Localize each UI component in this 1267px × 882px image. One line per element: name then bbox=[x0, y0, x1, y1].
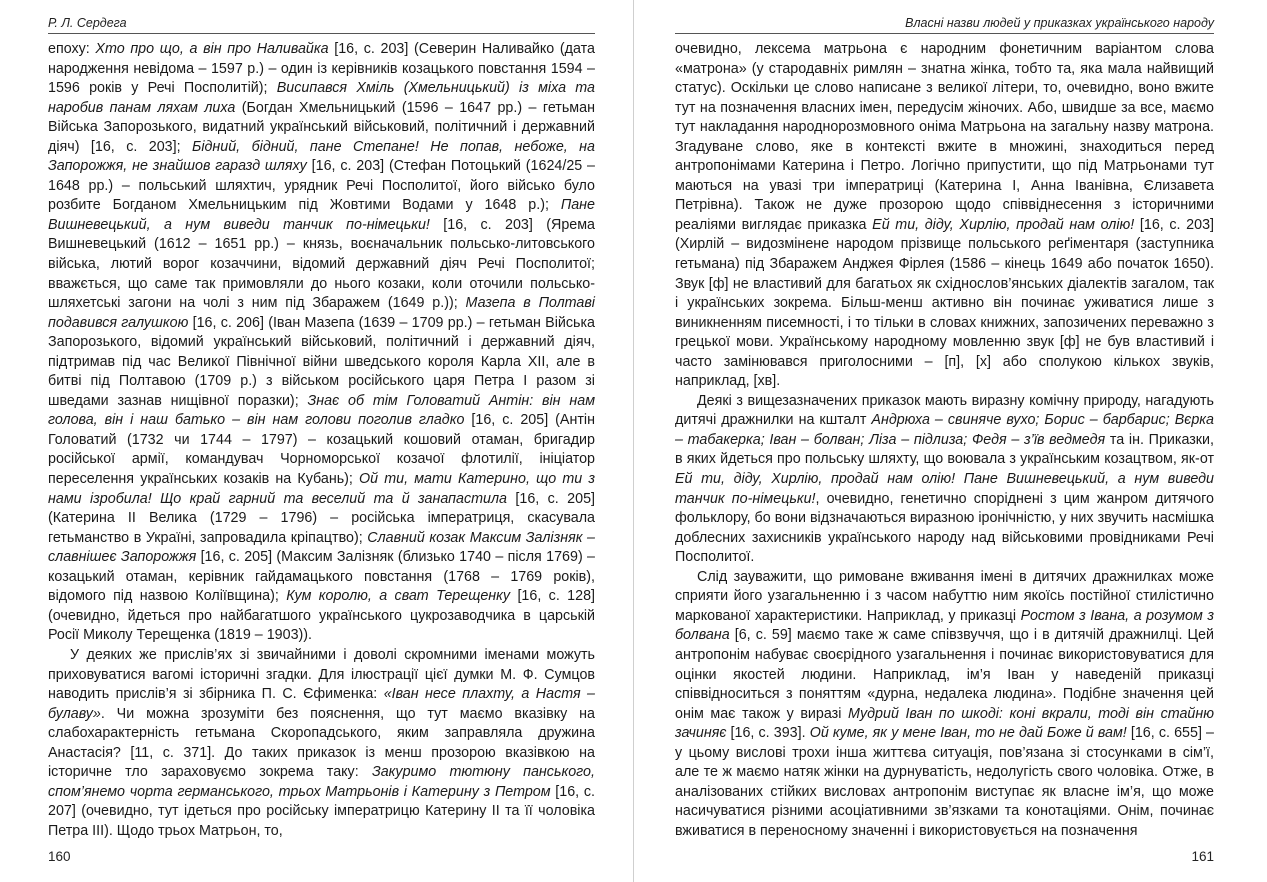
quoted-proverb: Кум королю, а сват Терещенку bbox=[286, 588, 511, 605]
paragraph bbox=[675, 40, 1214, 392]
quoted-proverb: Хто про що, а він про Наливайка bbox=[95, 41, 329, 57]
quoted-proverb: Ой ти, мати Катерино, що ти з нами ізробила! Що край гарний та веселий та й занапастила bbox=[48, 471, 595, 507]
text-run: та ін. Приказки, в яких йдеться про польську шляхту, що воювала з українським козацтвом, як-от bbox=[675, 431, 1215, 468]
left-page bbox=[0, 0, 633, 882]
paragraph bbox=[675, 392, 1214, 568]
text-run: [16, с. 203] (Северин Наливайко (дата народження невідома – 1597 р.) – один із керівників козацького повстання 1594 – 1596 років у Речі Посполитій); bbox=[48, 41, 595, 97]
quoted-proverb: Ой куме, як у мене Іван, то не дай Боже й вам! bbox=[809, 725, 1127, 742]
quoted-proverb: Ростом з Івана, а розумом з болвана bbox=[675, 607, 1214, 644]
text-run: [16, с. 205] (Катерина II Велика (1729 – 1796) – російська імператриця, скасувала гетьманство в Україні, запровадила кріпацтво); bbox=[48, 490, 595, 546]
running-title: Власні назви людей у приказках українського народу bbox=[905, 16, 1214, 30]
quoted-proverb: Закуримо тютюну панського, спом’янемо чорта германського, трьох Матрьонів і Катерину з Петром bbox=[48, 764, 595, 800]
quoted-proverb: Ей ти, діду, Хирлію, продай нам олію! Пане Вишневецький, а нум виведи танчик по-німецьки! bbox=[675, 471, 1214, 507]
page-header bbox=[675, 0, 1214, 34]
page-number: 161 bbox=[1191, 849, 1214, 864]
text-run: [16, с. 206] (Іван Мазепа (1639 – 1709 рр.) – гетьман Війська Запорозького, відомий український військовий, політичний і державний діяч, підтримав під час Великої Північної війни шведського короля Карла XII, але в битві під Полтавою (1709 р.) з військом російського царя Петра I разом зі шведами зазнав нищівної поразки); bbox=[48, 314, 595, 409]
text-run: [16, с. 205] (Максим Залізняк (близько 1740 – після 1769) – козацький отаман, керівник гайдамацького повстання (1768 – 1769 років), відомого під назвою Коліївщина); bbox=[48, 549, 596, 605]
page-header bbox=[48, 0, 595, 34]
quoted-proverb: Висипався Хміль (Хмельницький) із міха та наробив панам ляхам лиха bbox=[48, 80, 595, 116]
text-run: [16, с. 203] (Стефан Потоцький (1624/25 – 1648 рр.) – польський шляхтич, урядник Речі Посполитої, його військо було розбите Богданом Хмельницьким під Жовтими Водами у 1648 р.); bbox=[48, 158, 596, 214]
text-run: [16, с. 205] (Антін Головатий (1732 чи 1744 – 1797) – козацький кошовий отаман, бригадир російської армії, командувач Чорноморської козачої флотилії, ініціатор переселення українських козаків на Кубань); bbox=[48, 412, 595, 488]
text-run: епоху: bbox=[48, 41, 96, 57]
quoted-proverb: Пане Вишневецький, а нум виведи танчик по-німецьки! bbox=[48, 197, 595, 233]
text-run: очевидно, лексема матрьона є народним фонетичним варіантом слова «матрона» (у стародавніх римлян – знатна жінка, тобто та, яка мала найвищий статус). Оскільки це слово написане з великої літери, то, очевидно, воно вжите тут на позначення власних імен, передусім жіночих. Або, швидше за все, маємо тут накладання народнорозмовного оніма Матрьона на загальну назву матрона. Згадуване слово, яке в контексті вжите в множині, знаходиться перед антропонімами Катерина і Петро. Логічно припустити, що під Матрьонами тут маються на увазі три імператриці (Катерина I, Анна Іванівна, Єлизавета Петрівна). Також не дуже прозорою щодо співвіднесення з історичними реаліями виглядає приказка bbox=[675, 41, 1214, 233]
quoted-proverb: Мудрий Іван по шкоді: коні вкрали, тоді він стайню зачиняє bbox=[675, 705, 1214, 742]
text-run: Деякі з вищезазначених приказок мають виразну комічну природу, нагадують дитячі дражнилки на кшталт bbox=[675, 392, 1214, 429]
text-run: (Богдан Хмельницький (1596 – 1647 рр.) – гетьман Війська Запорозького, видатний український військовий, політичний і державний діяч) [16, с. 203]; bbox=[48, 99, 595, 155]
quoted-proverb: Знає об тім Головатий Антін: він нам голова, він і наш батько – він нам голови поголив гладко bbox=[48, 392, 595, 429]
page-body bbox=[48, 40, 595, 841]
right-page bbox=[633, 0, 1266, 882]
quoted-proverb: «Іван несе плахту, а Настя – булаву» bbox=[48, 686, 595, 722]
running-author: Р. Л. Сердега bbox=[48, 16, 127, 30]
paragraph bbox=[675, 568, 1214, 842]
text-run: [6, с. 59] маємо таке ж саме співзвуччя, що і в дитячій дражнилці. Цей антропонім набуває своєрідного узагальнення і починає використовуватися для оцінки якостей людини. Наприклад, ім’я Іван у наведеній приказці співвідноситься з поняттям «дурна, недалека людина». Подібне значення цей онім має також у виразі bbox=[675, 627, 1214, 722]
quoted-proverb: Славний козак Максим Залізняк – славнішеє Запорожжя bbox=[48, 529, 595, 566]
text-run: . Чи можна зрозуміти без пояснення, що тут маємо вказівку на слабохарактерність гетьмана Скоропадського, яким заправляла дружина Анастасія? [11, с. 371]. До таких приказок із менш прозорою вказівкою на історичне тло зараховуємо зокрема таку: bbox=[48, 705, 595, 781]
text-run: [16, с. 203] (Ярема Вишневецький (1612 – 1651 рр.) – князь, воєначальник польсько-литовського війська, лютий ворог козаччини, відомий державний діяч Речі Посполитої; вважється, що саме так примовляли до нього козаки, коли оточили польсько-шляхетські загони на чолі з ним під Збаражем (1649 р.)); bbox=[48, 216, 596, 312]
paragraph bbox=[48, 40, 595, 646]
text-run: [16, с. 128] (очевидно, йдеться про найбагатшого українського цукрозаводчика в царській Росії Миколу Терещенка (1819 – 1903)). bbox=[48, 588, 595, 644]
text-run: , очевидно, генетично споріднені з цим жанром дитячого фольклору, бо вони відзначаються виразною іронічністю, у них звучить насмішка доблесних захисників українського народу над військовими провідниками Речі Посполитої. bbox=[675, 490, 1214, 566]
text-run: [16, с. 655] – у цьому вислові трохи інша життєва ситуація, пов’язана зі стосунками в сім’ї, але те ж маємо натяк жінки на дурнуватість, недолугість свого чоловіка. Отже, в аналізованих стійких висловах антропонім виступає як власне ім’я, що може насичуватися різними асоціативними зв’язками та конотаціями. Онім, починає вживатися в переносному значенні і використовується на позначення bbox=[675, 725, 1214, 839]
text-run: У деяких же прислів’ях зі звичайними і доволі скромними іменами можуть приховуватися вагомі історичні згадки. Для ілюстрації цієї думки М. Ф. Сумцов наводить прислів’я зі збірника П. С. Єфименка: bbox=[48, 646, 595, 703]
quoted-proverb: Мазепа в Полтаві подавився галушкою bbox=[48, 295, 595, 331]
quoted-proverb: Ей ти, діду, Хирлію, продай нам олію! bbox=[872, 216, 1135, 233]
quoted-proverb: Бідний, бідний, пане Степане! Не попав, небоже, на Запорожжя, не знайшов гаразд шляху bbox=[48, 138, 596, 175]
paragraph bbox=[48, 646, 595, 841]
text-run: Слід зауважити, що римоване вживання імені в дитячих дражнилках може сприяти його узагальненню і з часом набуттю ним якоїсь постійної стилістично маркованої характеристики. Наприклад, у приказці bbox=[675, 568, 1214, 624]
page-number: 160 bbox=[48, 849, 71, 864]
quoted-proverb: Андрюха – свиняче вухо; Борис – барбарис; Вєрка – табакерка; Іван – болван; Ліза – підлиза; Федя – з’їв ведмедя bbox=[675, 412, 1214, 448]
text-run: [16, с. 207] (очевидно, тут ідеться про російську імператрицю Катерину II та її чоловіка Петра III). Щодо трьох Матрьон, то, bbox=[48, 783, 595, 839]
page-body bbox=[675, 40, 1214, 841]
text-run: [16, с. 393]. bbox=[726, 725, 810, 742]
text-run: [16, с. 203] (Хирлій – видозмінене народом прізвище польського реґіментаря (заступника гетьмана) під Збаражем Анджея Фірлея (1586 – кінець 1649 або початок 1650). Звук [ф] не властивий для багатьох як східнослов’янських діалектів загалом, так і українських зокрема. Більш-менш активно він починає уживатися лише з виникненням писемності, і то тільки в словах книжних, запозичених переважно з грецької мови. Українському народному мовленню звук [ф] не був властивий і часто замінювався приголосними – [п], [х] або сполукою кількох звуків, наприклад, [хв]. bbox=[675, 216, 1214, 390]
